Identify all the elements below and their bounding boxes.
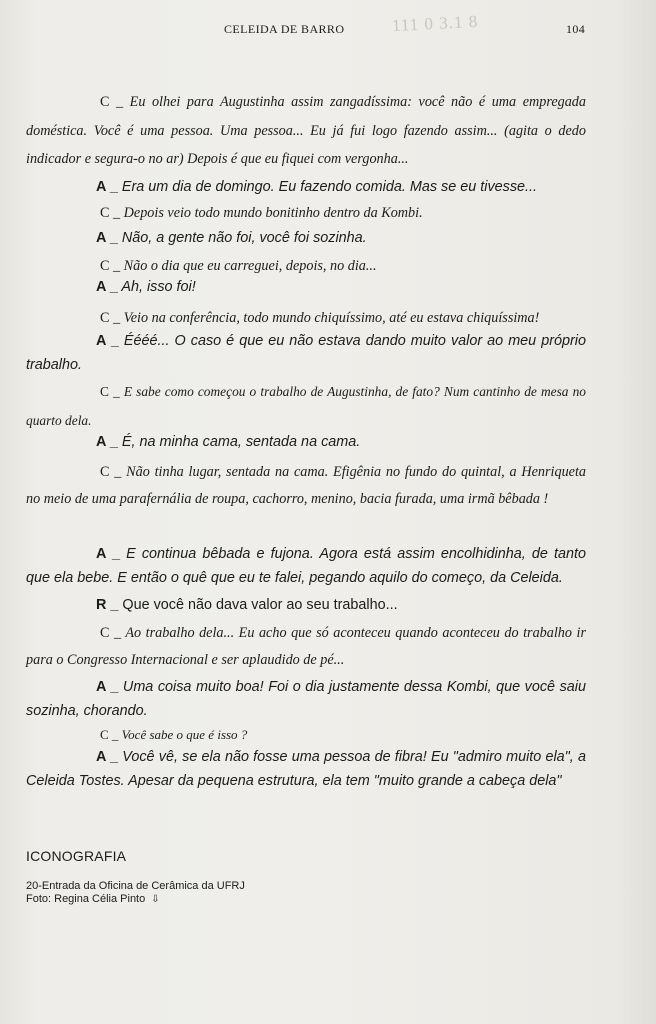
- speaker-label: A _: [96, 230, 118, 246]
- dialogue-text: Você vê, se ela não fosse uma pessoa de fibra! Eu "admiro muito ela", a Celeida Tostes. Apesar da pequena estrutura, ela tem "muito grande a cabeça dela": [26, 749, 586, 789]
- dialogue-line: [26, 542, 586, 590]
- dialogue-text: Que você não dava valor ao seu trabalho...: [122, 597, 398, 613]
- speaker-label: A _: [96, 546, 120, 562]
- dialogue-line: [26, 620, 586, 674]
- dialogue-text: Não tinha lugar, sentada na cama. Efigênia no fundo do quintal, a Henriqueta no meio de uma parafernália de roupa, cachorro, menino, bacia furada, uma irmã bêbada !: [26, 464, 587, 507]
- speaker-label: A _: [96, 179, 118, 195]
- section-heading: ICONOGRAFIA: [26, 848, 127, 864]
- dialogue-text: Era um dia de domingo. Eu fazendo comida. Mas se eu tivesse...: [121, 179, 538, 195]
- speaker-label: A _: [96, 333, 119, 349]
- speaker-label: C _: [100, 310, 121, 326]
- speaker-label: C _: [100, 94, 124, 110]
- arrow-down-icon: ⇩: [151, 894, 160, 905]
- speaker-label: R _: [96, 597, 119, 613]
- dialogue-text: Você sabe o que é isso ?: [121, 727, 248, 742]
- speaker-label: C _: [100, 384, 120, 399]
- dialogue-line: [26, 459, 586, 513]
- page-number: 104: [566, 22, 586, 36]
- speaker-label: C _: [100, 727, 119, 742]
- dialogue-text: Éééé... O caso é que eu não estava dando muito valor ao meu próprio trabalho.: [26, 333, 587, 373]
- dialogue-text: E continua bêbada e fujona. Agora está assim encolhidinha, de tanto que ela bebe. E então o quê que eu te falei, pegando aquilo do começo, da Celeida.: [26, 546, 586, 586]
- speaker-label: C _: [100, 258, 121, 274]
- dialogue-text: E sabe como começou o trabalho de Augustinha, de fato? Num cantinho de mesa no quarto dela.: [26, 384, 586, 428]
- dialogue-text: Uma coisa muito boa! Foi o dia justamente dessa Kombi, que você saiu sozinha, chorando.: [26, 679, 586, 719]
- speaker-label: C _: [100, 464, 122, 480]
- dialogue-line: [26, 593, 586, 617]
- dialogue-text: Não o dia que eu carreguei, depois, no dia...: [123, 258, 377, 274]
- archive-stamp: 111 0 3.1 8: [391, 11, 479, 36]
- dialogue-line: [26, 378, 586, 435]
- speaker-label: A _: [96, 679, 119, 695]
- speaker-label: C _: [100, 205, 121, 221]
- figure-caption: [26, 880, 245, 906]
- dialogue-text: Veio na conferência, todo mundo chiquíssimo, até eu estava chiquíssima!: [123, 310, 540, 326]
- dialogue-line: [26, 745, 586, 793]
- dialogue-line: [26, 675, 586, 723]
- speaker-label: A _: [96, 279, 118, 295]
- dialogue-text: Depois veio todo mundo bonitinho dentro da Kombi.: [123, 205, 423, 221]
- dialogue-line: [26, 175, 586, 199]
- caption-credit: [26, 893, 245, 906]
- dialogue-line: [26, 88, 586, 174]
- dialogue-text: Eu olhei para Augustinha assim zangadíssima: você não é uma empregada doméstica. Você é uma pessoa. Uma pessoa... Eu já fui logo fazendo assim... (agita o dedo indicador e segura-o no ar) Depois é que eu fiquei com vergonha...: [26, 94, 586, 167]
- dialogue-line: [26, 199, 586, 228]
- dialogue-text: Ah, isso foi!: [121, 279, 196, 295]
- speaker-label: A _: [96, 434, 118, 450]
- speaker-label: C _: [100, 625, 122, 641]
- running-title: CELEIDA DE BARRO: [224, 22, 345, 36]
- dialogue-text: Não, a gente não foi, você foi sozinha.: [121, 230, 367, 246]
- dialogue-text: Ao trabalho dela... Eu acho que só aconteceu quando aconteceu do trabalho ir para o Congresso Internacional e ser aplaudido de pé...: [26, 625, 586, 668]
- photo-credit: Foto: Regina Célia Pinto: [26, 893, 146, 905]
- dialogue-text: É, na minha cama, sentada na cama.: [121, 434, 361, 450]
- dialogue-line: [26, 329, 586, 377]
- caption-line: 20-Entrada da Oficina de Cerâmica da UFRJ: [26, 880, 245, 892]
- dialogue-line: [26, 275, 586, 299]
- dialogue-line: [26, 430, 586, 454]
- speaker-label: A _: [96, 749, 119, 765]
- dialogue-line: [26, 226, 586, 250]
